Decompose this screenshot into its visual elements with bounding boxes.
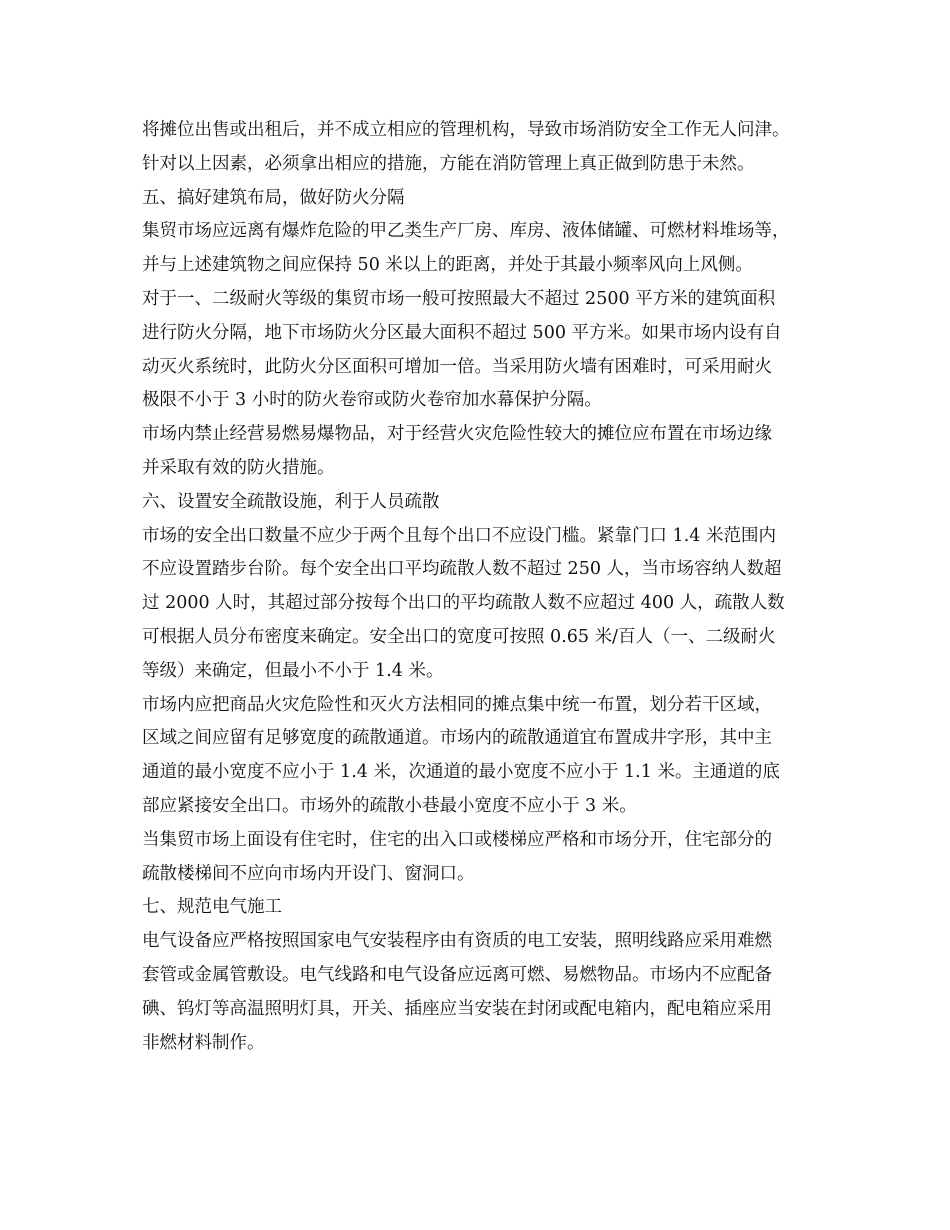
paragraph-line: 等级）来确定，但最小不小于 1.4 米。: [142, 660, 444, 681]
paragraph-line: 动灭火系统时，此防火分区面积可增加一倍。当采用防火墙有困难时，可采用耐火: [142, 356, 772, 377]
paragraph-line: 不应设置踏步台阶。每个安全出口平均疏散人数不超过 250 人，当市场容纳人数超: [142, 559, 782, 580]
paragraph-line: 碘、钨灯等高温照明灯具，开关、插座应当安装在封闭或配电箱内，配电箱应采用: [142, 998, 772, 1019]
section-heading: 七、规范电气施工: [142, 897, 282, 918]
section-heading: 六、设置安全疏散设施，利于人员疏散: [142, 491, 440, 512]
paragraph-line: 极限不小于 3 小时的防火卷帘或防火卷帘加水幕保护分隔。: [142, 390, 602, 411]
paragraph-line: 并与上述建筑物之间应保持 50 米以上的距离，并处于其最小频率风向上风侧。: [142, 255, 753, 276]
paragraph-line: 过 2000 人时，其超过部分按每个出口的平均疏散人数不应超过 400 人，疏散人数: [142, 593, 785, 614]
paragraph-line: 通道的最小宽度不应小于 1.4 米，次通道的最小宽度不应小于 1.1 米。主通道的底: [142, 762, 780, 783]
paragraph-line: 电气设备应严格按照国家电气安装程序由有资质的电工安装，照明线路应采用难燃: [142, 931, 772, 952]
paragraph-line: 集贸市场应远离有爆炸危险的甲乙类生产厂房、库房、液体储罐、可燃材料堆场等，: [142, 221, 790, 242]
paragraph-line: 套管或金属管敷设。电气线路和电气设备应远离可燃、易燃物品。市场内不应配备: [142, 964, 772, 985]
paragraph-line: 区域之间应留有足够宽度的疏散通道。市场内的疏散通道宜布置成井字形，其中主: [142, 728, 772, 749]
paragraph-line: 并采取有效的防火措施。: [142, 457, 335, 478]
paragraph-line: 市场内禁止经营易燃易爆物品，对于经营火灾危险性较大的摊位应布置在市场边缘: [142, 424, 772, 445]
paragraph-line: 当集贸市场上面设有住宅时，住宅的出入口或楼梯应严格和市场分开，住宅部分的: [142, 829, 772, 850]
paragraph-line: 市场内应把商品火灾危险性和灭火方法相同的摊点集中统一布置，划分若干区域，: [142, 694, 772, 715]
section-heading: 五、搞好建筑布局，做好防火分隔: [142, 187, 405, 208]
paragraph-line: 疏散楼梯间不应向市场内开设门、窗洞口。: [142, 863, 475, 884]
paragraph-line: 进行防火分隔，地下市场防火分区最大面积不超过 500 平方米。如果市场内设有自: [142, 322, 782, 343]
paragraph-line: 部应紧接安全出口。市场外的疏散小巷最小宽度不应小于 3 米。: [142, 795, 637, 816]
paragraph-line: 对于一、二级耐火等级的集贸市场一般可按照最大不超过 2500 平方米的建筑面积: [142, 288, 776, 309]
document-body: [142, 114, 832, 1060]
paragraph-line: 非燃材料制作。: [142, 1032, 265, 1053]
paragraph-line: 可根据人员分布密度来确定。安全出口的宽度可按照 0.65 米/百人（一、二级耐火: [142, 626, 776, 647]
paragraph-line: 针对以上因素，必须拿出相应的措施，方能在消防管理上真正做到防患于未然。: [142, 153, 755, 174]
paragraph-line: 将摊位出售或出租后，并不成立相应的管理机构，导致市场消防安全工作无人问津。: [142, 120, 790, 140]
paragraph-line: 市场的安全出口数量不应少于两个且每个出口不应设门槛。紧靠门口 1.4 米范围内: [142, 525, 776, 546]
